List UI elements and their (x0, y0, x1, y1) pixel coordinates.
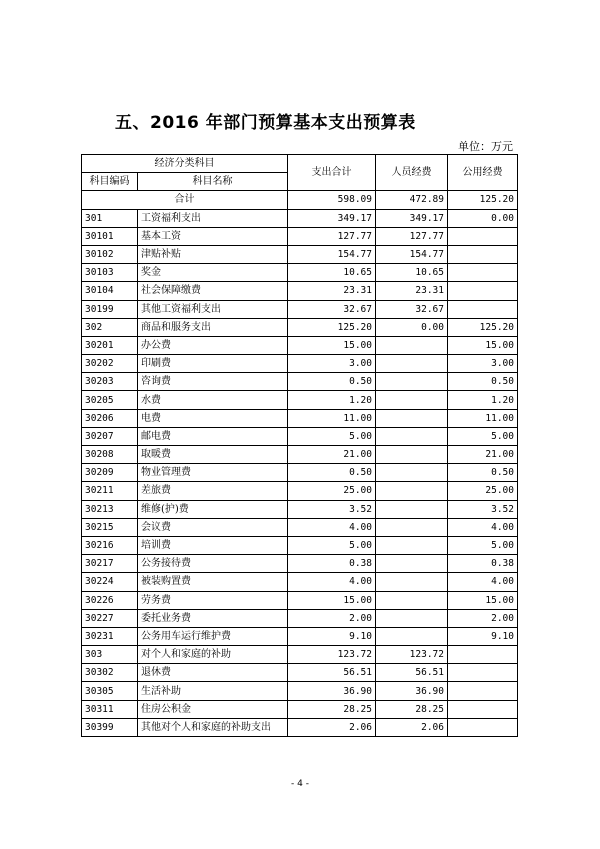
cell-total: 32.67 (288, 300, 376, 318)
cell-total: 0.50 (288, 464, 376, 482)
cell-public: 5.00 (448, 536, 518, 554)
budget-table (81, 154, 518, 737)
cell-total: 15.00 (288, 591, 376, 609)
cell-code: 301 (82, 209, 138, 227)
summary-total: 598.09 (288, 191, 376, 209)
cell-total: 11.00 (288, 409, 376, 427)
cell-personnel (376, 482, 448, 500)
table-row (82, 718, 518, 736)
cell-public: 3.52 (448, 500, 518, 518)
cell-code: 30399 (82, 718, 138, 736)
table-row (82, 446, 518, 464)
cell-personnel: 10.65 (376, 264, 448, 282)
cell-total: 0.50 (288, 373, 376, 391)
cell-name: 办公费 (138, 336, 288, 354)
cell-total: 4.00 (288, 518, 376, 536)
cell-personnel: 154.77 (376, 245, 448, 263)
cell-code: 30227 (82, 609, 138, 627)
cell-personnel (376, 555, 448, 573)
cell-personnel (376, 391, 448, 409)
cell-personnel: 36.90 (376, 682, 448, 700)
cell-code: 30226 (82, 591, 138, 609)
cell-public: 125.20 (448, 318, 518, 336)
cell-public: 11.00 (448, 409, 518, 427)
cell-personnel (376, 446, 448, 464)
cell-public (448, 300, 518, 318)
cell-code: 30305 (82, 682, 138, 700)
cell-total: 2.00 (288, 609, 376, 627)
header-name: 科目名称 (138, 173, 288, 191)
cell-public: 9.10 (448, 627, 518, 645)
cell-code: 30103 (82, 264, 138, 282)
cell-code: 303 (82, 646, 138, 664)
header-personnel: 人员经费 (376, 155, 448, 191)
cell-public: 0.50 (448, 464, 518, 482)
cell-total: 10.65 (288, 264, 376, 282)
cell-public: 5.00 (448, 427, 518, 445)
cell-personnel: 56.51 (376, 664, 448, 682)
table-row (82, 209, 518, 227)
cell-name: 电费 (138, 409, 288, 427)
cell-name: 工资福利支出 (138, 209, 288, 227)
table-row (82, 355, 518, 373)
cell-total: 123.72 (288, 646, 376, 664)
cell-public: 4.00 (448, 573, 518, 591)
cell-code: 30202 (82, 355, 138, 373)
cell-public: 0.00 (448, 209, 518, 227)
cell-name: 委托业务费 (138, 609, 288, 627)
header-econ: 经济分类科目 (82, 155, 288, 173)
header-public: 公用经费 (448, 155, 518, 191)
cell-name: 印刷费 (138, 355, 288, 373)
cell-total: 15.00 (288, 336, 376, 354)
cell-public: 15.00 (448, 336, 518, 354)
cell-code: 30311 (82, 700, 138, 718)
table-row (82, 464, 518, 482)
cell-name: 退休费 (138, 664, 288, 682)
header-total: 支出合计 (288, 155, 376, 191)
cell-public: 0.50 (448, 373, 518, 391)
table-row (82, 518, 518, 536)
cell-name: 生活补助 (138, 682, 288, 700)
cell-public (448, 646, 518, 664)
cell-name: 差旅费 (138, 482, 288, 500)
cell-total: 9.10 (288, 627, 376, 645)
cell-personnel (376, 336, 448, 354)
cell-name: 住房公积金 (138, 700, 288, 718)
cell-name: 被装购置费 (138, 573, 288, 591)
cell-name: 其他对个人和家庭的补助支出 (138, 718, 288, 736)
cell-code: 30207 (82, 427, 138, 445)
table-row (82, 282, 518, 300)
cell-name: 社会保障缴费 (138, 282, 288, 300)
cell-personnel (376, 609, 448, 627)
cell-name: 对个人和家庭的补助 (138, 646, 288, 664)
cell-code: 30203 (82, 373, 138, 391)
cell-personnel (376, 518, 448, 536)
cell-name: 奖金 (138, 264, 288, 282)
table-row (82, 591, 518, 609)
cell-total: 349.17 (288, 209, 376, 227)
cell-public: 21.00 (448, 446, 518, 464)
cell-personnel: 23.31 (376, 282, 448, 300)
table-row (82, 336, 518, 354)
cell-personnel (376, 373, 448, 391)
table-row (82, 264, 518, 282)
table-row (82, 536, 518, 554)
table-row (82, 664, 518, 682)
cell-public: 3.00 (448, 355, 518, 373)
cell-public: 1.20 (448, 391, 518, 409)
unit-label: 单位：万元 (458, 140, 513, 153)
cell-total: 0.38 (288, 555, 376, 573)
cell-total: 5.00 (288, 536, 376, 554)
table-row (82, 409, 518, 427)
cell-name: 商品和服务支出 (138, 318, 288, 336)
cell-public (448, 245, 518, 263)
table-row (82, 555, 518, 573)
cell-name: 维修(护)费 (138, 500, 288, 518)
cell-code: 30213 (82, 500, 138, 518)
cell-name: 劳务费 (138, 591, 288, 609)
cell-public (448, 282, 518, 300)
cell-personnel (376, 573, 448, 591)
cell-personnel: 123.72 (376, 646, 448, 664)
cell-public (448, 664, 518, 682)
cell-public: 15.00 (448, 591, 518, 609)
table-row (82, 682, 518, 700)
cell-total: 5.00 (288, 427, 376, 445)
cell-personnel (376, 464, 448, 482)
cell-public (448, 264, 518, 282)
table-row (82, 573, 518, 591)
cell-code: 30102 (82, 245, 138, 263)
table-row (82, 427, 518, 445)
summary-public: 125.20 (448, 191, 518, 209)
cell-personnel: 127.77 (376, 227, 448, 245)
cell-name: 邮电费 (138, 427, 288, 445)
cell-code: 30211 (82, 482, 138, 500)
cell-code: 30201 (82, 336, 138, 354)
cell-total: 127.77 (288, 227, 376, 245)
cell-name: 公务用车运行维护费 (138, 627, 288, 645)
cell-personnel (376, 409, 448, 427)
cell-code: 30206 (82, 409, 138, 427)
cell-public: 0.38 (448, 555, 518, 573)
header-row-1 (82, 155, 518, 173)
cell-code: 30224 (82, 573, 138, 591)
cell-total: 2.06 (288, 718, 376, 736)
cell-total: 21.00 (288, 446, 376, 464)
cell-code: 30217 (82, 555, 138, 573)
cell-name: 公务接待费 (138, 555, 288, 573)
table-row (82, 391, 518, 409)
cell-personnel (376, 500, 448, 518)
cell-personnel (376, 355, 448, 373)
cell-personnel (376, 536, 448, 554)
cell-total: 36.90 (288, 682, 376, 700)
cell-code: 302 (82, 318, 138, 336)
cell-code: 30231 (82, 627, 138, 645)
cell-total: 154.77 (288, 245, 376, 263)
table-row (82, 227, 518, 245)
cell-name: 会议费 (138, 518, 288, 536)
cell-code: 30101 (82, 227, 138, 245)
cell-code: 30302 (82, 664, 138, 682)
table-row (82, 318, 518, 336)
table-row (82, 245, 518, 263)
cell-personnel (376, 591, 448, 609)
cell-name: 物业管理费 (138, 464, 288, 482)
cell-code: 30216 (82, 536, 138, 554)
cell-name: 培训费 (138, 536, 288, 554)
cell-total: 4.00 (288, 573, 376, 591)
table-row (82, 500, 518, 518)
cell-name: 咨询费 (138, 373, 288, 391)
table-row (82, 609, 518, 627)
summary-label: 合计 (82, 191, 288, 209)
summary-row (82, 191, 518, 209)
cell-total: 23.31 (288, 282, 376, 300)
cell-total: 125.20 (288, 318, 376, 336)
cell-public (448, 227, 518, 245)
table-row (82, 300, 518, 318)
cell-public (448, 718, 518, 736)
cell-code: 30209 (82, 464, 138, 482)
cell-public: 2.00 (448, 609, 518, 627)
header-code: 科目编码 (82, 173, 138, 191)
cell-total: 1.20 (288, 391, 376, 409)
cell-total: 3.52 (288, 500, 376, 518)
cell-name: 其他工资福利支出 (138, 300, 288, 318)
cell-name: 水费 (138, 391, 288, 409)
cell-total: 56.51 (288, 664, 376, 682)
page-number: - 4 - (291, 779, 309, 789)
table-row (82, 482, 518, 500)
page-title: 五、2016 年部门预算基本支出预算表 (115, 113, 416, 133)
cell-code: 30199 (82, 300, 138, 318)
table-row (82, 700, 518, 718)
table-row (82, 373, 518, 391)
cell-personnel: 32.67 (376, 300, 448, 318)
cell-name: 取暖费 (138, 446, 288, 464)
table-row (82, 627, 518, 645)
cell-public: 25.00 (448, 482, 518, 500)
cell-total: 28.25 (288, 700, 376, 718)
cell-code: 30215 (82, 518, 138, 536)
cell-total: 25.00 (288, 482, 376, 500)
cell-code: 30208 (82, 446, 138, 464)
cell-name: 津贴补贴 (138, 245, 288, 263)
cell-code: 30205 (82, 391, 138, 409)
cell-personnel: 0.00 (376, 318, 448, 336)
summary-personnel: 472.89 (376, 191, 448, 209)
cell-public: 4.00 (448, 518, 518, 536)
cell-name: 基本工资 (138, 227, 288, 245)
cell-public (448, 700, 518, 718)
cell-code: 30104 (82, 282, 138, 300)
table-row (82, 646, 518, 664)
cell-public (448, 682, 518, 700)
cell-total: 3.00 (288, 355, 376, 373)
cell-personnel (376, 627, 448, 645)
cell-personnel: 28.25 (376, 700, 448, 718)
cell-personnel: 2.06 (376, 718, 448, 736)
cell-personnel (376, 427, 448, 445)
cell-personnel: 349.17 (376, 209, 448, 227)
